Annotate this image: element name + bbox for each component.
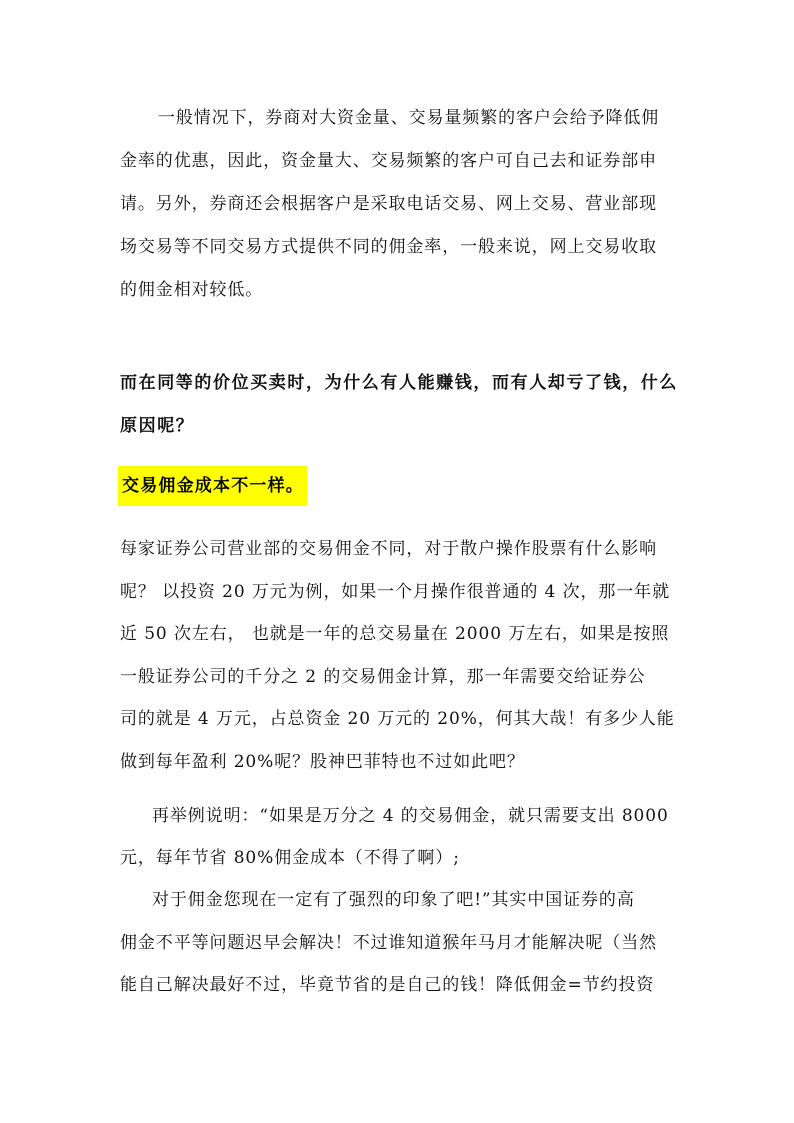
- paragraph-1-line-2: 金率的优惠，因此，资金量大、交易频繁的客户可自己去和证券部申: [120, 151, 657, 171]
- highlighted-answer: 交易佣金成本不一样。: [122, 476, 304, 496]
- paragraph-1-line-1: 一般情况下，券商对大资金量、交易量频繁的客户会给予降低佣: [158, 108, 660, 128]
- paragraph-3-line-1: 再举例说明：“如果是万分之 4 的交易佣金，就只需要支出 8000: [152, 806, 669, 826]
- paragraph-1-line-4: 场交易等不同交易方式提供不同的佣金率，一般来说，网上交易收取: [120, 237, 657, 257]
- paragraph-1-line-3: 请。另外，券商还会根据客户是采取电话交易、网上交易、营业部现: [120, 194, 657, 214]
- question-line-1: 而在同等的价位买卖时，为什么有人能赚钱，而有人却亏了钱，什么: [120, 373, 678, 393]
- paragraph-2-line-4: 一般证券公司的千分之 2 的交易佣金计算，那一年需要交给证券公: [120, 667, 646, 687]
- paragraph-3-line-5: 能自己解决最好不过，毕竟节省的是自己的钱！降低佣金=节约投资: [120, 975, 655, 995]
- paragraph-3-line-3: 对于佣金您现在一定有了强烈的印象了吧!”其实中国证券的高: [152, 890, 635, 910]
- paragraph-2-line-1: 每家证券公司营业部的交易佣金不同，对于散户操作股票有什么影响: [120, 539, 657, 559]
- paragraph-3-line-4: 佣金不平等问题迟早会解决！不过谁知道猴年马月才能解决呢（当然: [120, 933, 657, 953]
- paragraph-3-line-2: 元，每年节省 80%佣金成本（不得了啊）;: [120, 848, 460, 868]
- paragraph-2-line-2: 呢？ 以投资 20 万元为例，如果一个月操作很普通的 4 次，那一年就: [120, 582, 670, 602]
- paragraph-1-line-5: 的佣金相对较低。: [120, 280, 264, 300]
- paragraph-2-line-3: 近 50 次左右， 也就是一年的总交易量在 2000 万左右，如果是按照: [120, 624, 670, 644]
- paragraph-2-line-6: 做到每年盈利 20%呢？股神巴菲特也不过如此吧？: [120, 752, 525, 772]
- paragraph-2-line-5: 司的就是 4 万元，占总资金 20 万元的 20%，何其大哉！有多少人能: [120, 709, 675, 729]
- question-line-2: 原因呢？: [120, 416, 195, 436]
